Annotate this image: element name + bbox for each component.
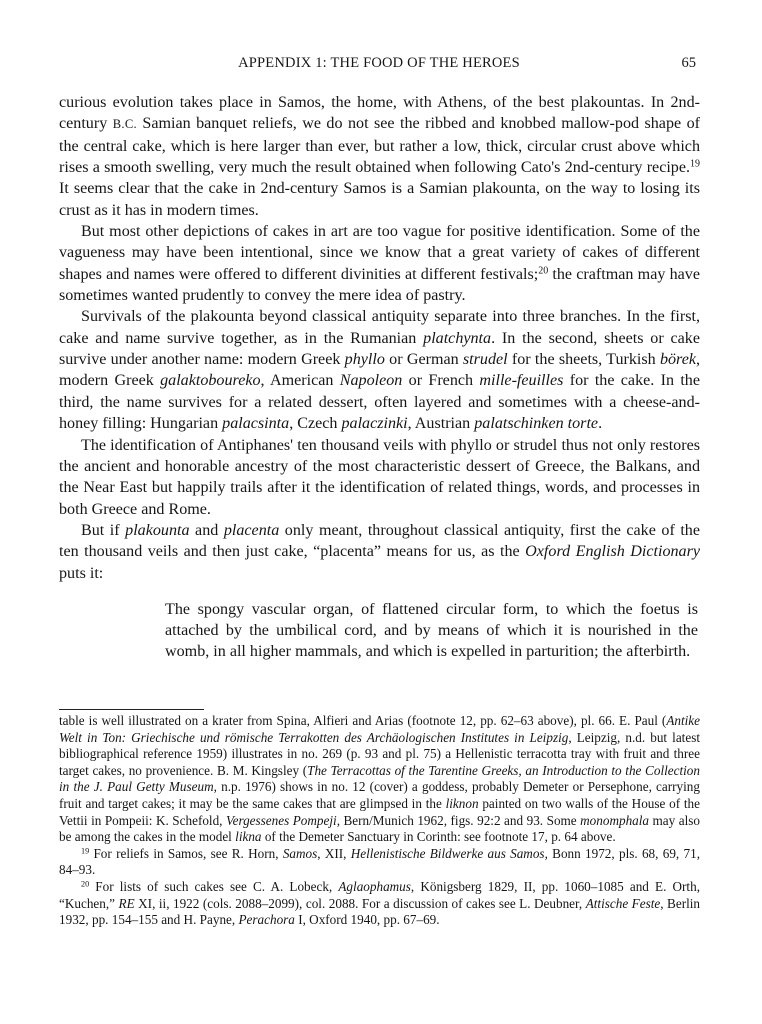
- running-title: APPENDIX 1: THE FOOD OF THE HEROES: [238, 55, 520, 71]
- footnote-number: 19: [81, 846, 90, 856]
- footnote-19: $^{19}$ For reliefs in Samos, see R. Horn, Samos, XII, Hellenistische Bildwerke aus Samos, Bonn 1972, pls. 68, 69, 71, 84–93.: [59, 845, 700, 878]
- footnote-20: $^{20}$ For lists of such cakes see C. A. Lobeck, Aglaophamus, Königsberg 1829, II, pp. 1060–1085 and E. Orth, “Kuchen,” RE XI, ii, 1922 (cols. 2088–2099), col. 2088. For a discussion of cakes see L. Deubner, Attische Feste, Berlin 1932, pp. 154–155 and H. Payne, Perachora I, Oxford 1940, pp. 67–69.: [59, 878, 701, 928]
- footnote-ref-20: 20: [538, 265, 549, 277]
- paragraph-identification: The identification of Antiphanes' ten thousand veils with phyllo or strudel thus not only restores the ancient and honorable ancestry of the most characteristic dessert of Greece, the Balkans, and the Near East but happily trails after it the identification of related things, words, and processes in both Greece and Rome.: [59, 436, 700, 518]
- footnotes: [59, 713, 700, 929]
- paragraph-placenta: But if plakounta and placenta only meant, throughout classical antiquity, first the cake of the ten thousand veils and then just cake, “placenta” means for us, as the Oxford English Dictionary puts it:: [59, 521, 700, 582]
- running-head: [60, 55, 698, 75]
- paragraph-survivals: Survivals of the plakounta beyond classical antiquity separate into three branches. In the first, cake and name survive together, as in the Rumanian platchynta. In the second, sheets or cake survive under another name: modern Greek phyllo or German strudel for the sheets, Turkish börek, modern Greek galaktoboureko, American Napoleon or French mille-feuilles for the cake. In the third, the name survives for a related dessert, often layered and sometimes with a cheese-and-honey filling: Hungarian palacsinta, Czech palaczinki, Austrian palatschinken torte.: [59, 308, 701, 433]
- page-number: 65: [681, 55, 696, 71]
- footnote-ref-19: 19: [690, 158, 700, 170]
- footnote-number: 20: [81, 879, 90, 889]
- footnote-continued: table is well illustrated on a krater from Spina, Alfieri and Arias (footnote 12, pp. 62–63 above), pl. 66. E. Paul (Antike Welt in Ton: Griechische und römische Terrakotten des Archäologischen Institutes in Leipzig, Leipzig, n.d. but latest bibliographical reference 1959) illustrates in no. 269 (p. 93 and pl. 75) a Hellenistic terracotta tray with fruit and three target cakes, no provenience. B. M. Kingsley (The Terracottas of the Tarentine Greeks, an Introduction to the Collection in the J. Paul Getty Museum, n.p. 1976) shows in no. 12 (cover) a goddess, probably Demeter or Persephone, carrying fruit and target cakes; it may be the same cakes that are glimpsed in the liknon painted on two walls of the House of the Vettii in Pompeii: K. Schefold, Vergessenes Pompeji, Bern/Munich 1962, figs. 92:2 and 93. Some monomphala may also be among the cakes in the model likna of the Demeter Sanctuary in Corinth: see footnote 17, p. 64 above.: [59, 713, 700, 845]
- paragraph-depictions: But most other depictions of cakes in art are too vague for positive identification. Some of the vagueness may have been intentional, since we know that a great variety of cakes of different shapes and names were offered to different divinities at different festivals;$^{20}$ the craftman may have sometimes wanted prudently to convey the mere idea of pastry.: [59, 223, 700, 305]
- main-text: [59, 92, 700, 584]
- footnote-rule: [59, 709, 204, 710]
- paragraph-samos: curious evolution takes place in Samos, the home, with Athens, of the best plakountas. In 2nd-century B.C. Samian banquet reliefs, we do not see the ribbed and knobbed mallow-pod shape of the central cake, which is here larger than ever, but rather a low, thick, circular crust above which rises a smooth swelling, very much the result obtained when following Cato's 2nd-century recipe.$^{19}$ It seems clear that the cake in 2nd-century Samos is a Samian plakounta, on the way to losing its crust as it has in modern times.: [59, 94, 701, 219]
- block-quote: The spongy vascular organ, of flattened circular form, to which the foetus is attached by the umbilical cord, and by means of which it is nourished in the womb, in all higher mammals, and which is expelled in parturition; the afterbirth.: [165, 601, 698, 661]
